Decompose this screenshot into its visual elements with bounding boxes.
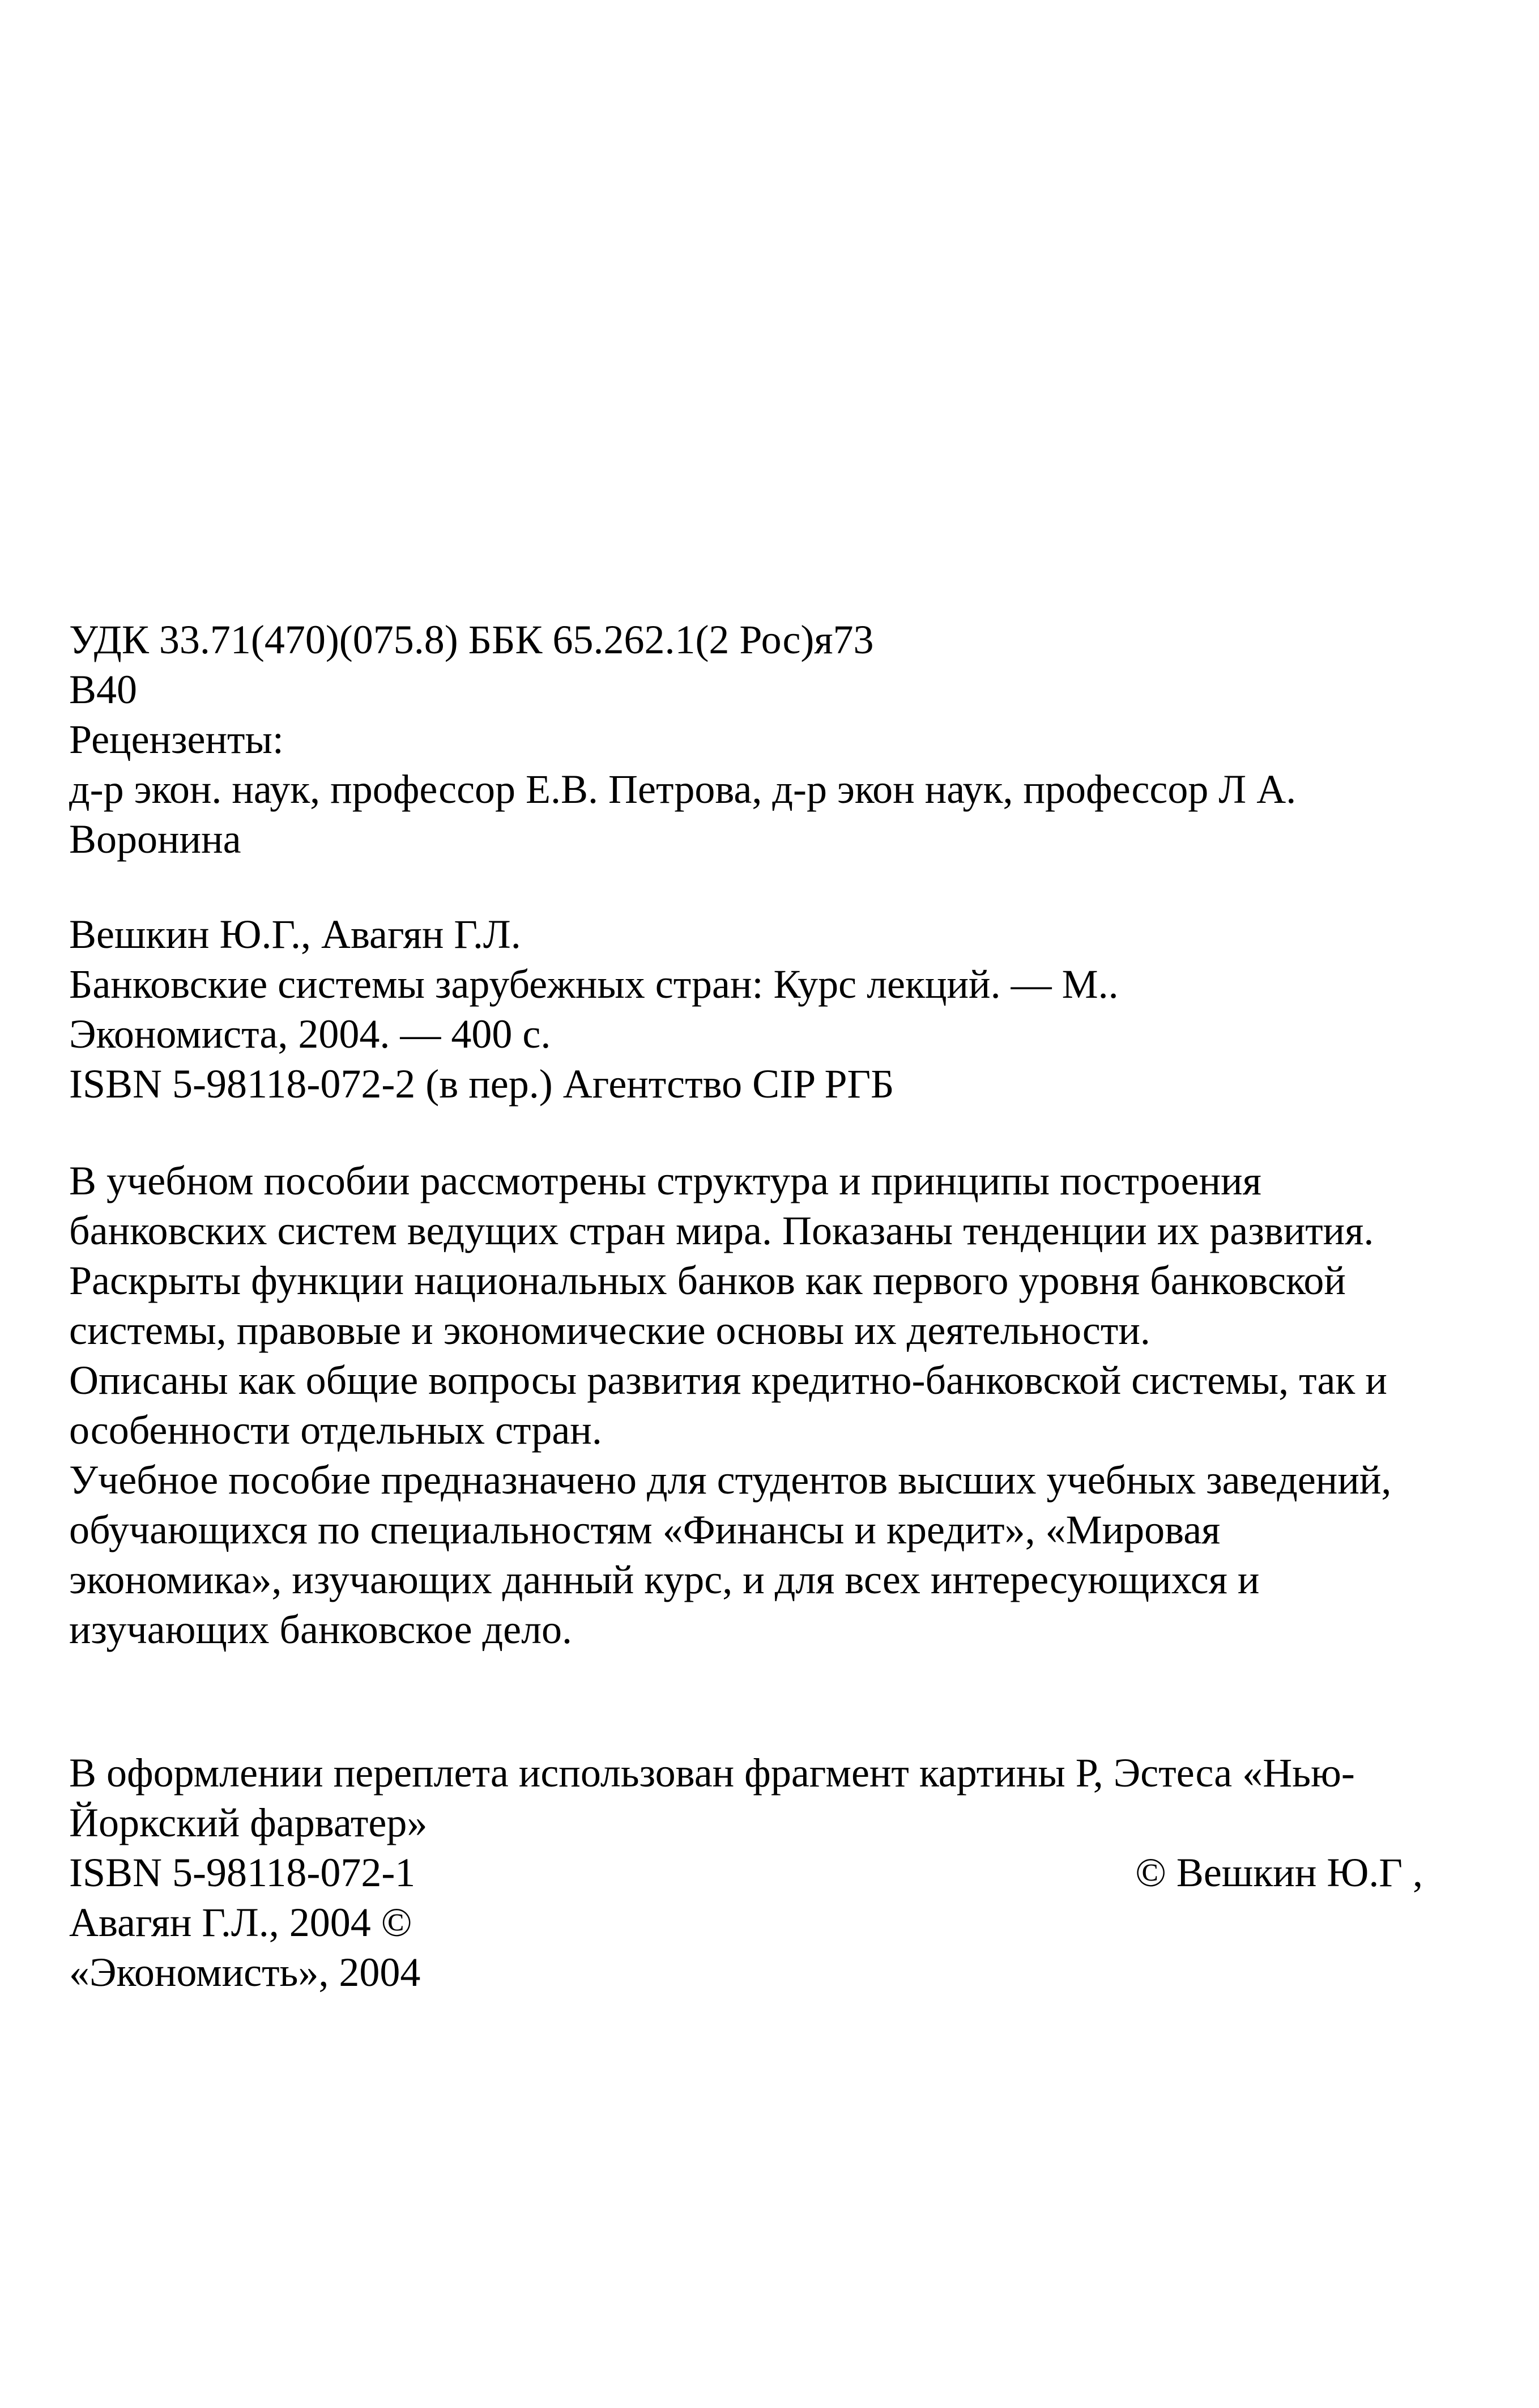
copyright-publisher: «Экономисть», 2004	[69, 1950, 421, 1995]
isbn-copyright-row	[69, 1848, 1423, 1898]
annotation-line: банковских систем ведущих стран мира. Показаны тенденции их развития.	[69, 1208, 1374, 1253]
publisher-info: Экономиста, 2004. — 400 с.	[69, 1011, 551, 1057]
cover-credit: В оформлении переплета использован фрагмент картины Р, Эстеса «Нью-	[69, 1750, 1355, 1796]
annotation-line: изучающих банковское дело.	[69, 1607, 573, 1652]
annotation-line: Описаны как общие вопросы развития кредитно-банковской системы, так и	[69, 1358, 1387, 1403]
annotation	[69, 1156, 1480, 1654]
copyright-coauthor: Авагян Г.Л., 2004 ©	[69, 1900, 412, 1945]
bibliographic-block	[69, 615, 1480, 864]
imprint-block	[69, 1748, 1480, 1997]
isbn: ISBN 5-98118-072-1	[69, 1850, 416, 1895]
annotation-line: Учебное пособие предназначено для студентов высших учебных заведений,	[69, 1457, 1392, 1503]
annotation-line: экономика», изучающих данный курс, и для всех интересующихся и	[69, 1557, 1260, 1602]
catalog-entry	[69, 909, 1480, 1109]
author-code: В40	[69, 667, 138, 712]
annotation-line: системы, правовые и экономические основы их деятельности.	[69, 1308, 1150, 1353]
annotation-line: обучающихся по специальностям «Финансы и кредит», «Мировая	[69, 1507, 1221, 1552]
copyright-authors: © Вешкин Ю.Г ,	[1135, 1850, 1423, 1895]
reviewers-names-continued: Воронина	[69, 816, 241, 862]
cover-credit-continued: Йоркский фарватер»	[69, 1800, 428, 1845]
annotation-line: Раскрыты функции национальных банков как первого уровня банковской	[69, 1258, 1346, 1303]
book-title: Банковские системы зарубежных стран: Курс лекций. — М..	[69, 962, 1119, 1007]
isbn-binding: ISBN 5-98118-072-2 (в пер.) Агентство CIP РГБ	[69, 1061, 894, 1107]
authors: Вешкин Ю.Г., Авагян Г.Л.	[69, 912, 521, 957]
reviewers-names: д-р экон. наук, профессор Е.В. Петрова, д-р экон наук, профессор Л А.	[69, 767, 1297, 812]
annotation-line: особенности отдельных стран.	[69, 1407, 602, 1453]
udk-bbk-codes: УДК 33.71(470)(075.8) ББК 65.262.1(2 Рос)я73	[69, 617, 874, 662]
reviewers-label: Рецензенты:	[69, 717, 284, 762]
annotation-line: В учебном пособии рассмотрены структура и принципы построения	[69, 1158, 1261, 1203]
